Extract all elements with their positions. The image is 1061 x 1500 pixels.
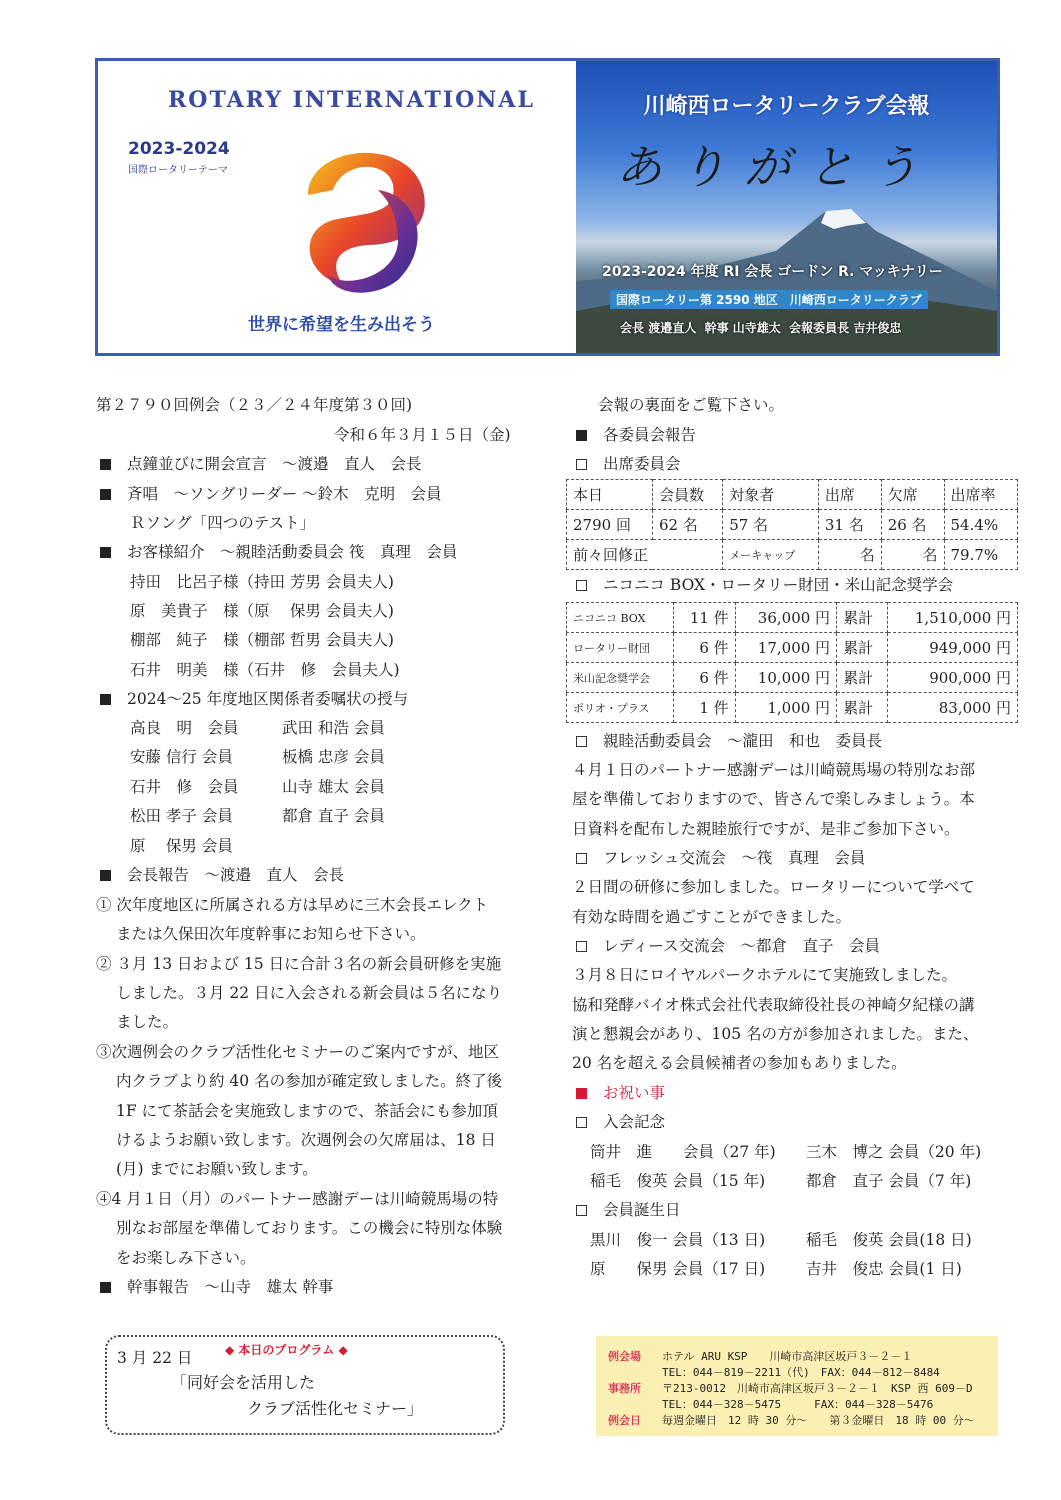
member-name: 原 保男 会員（17 日) [590,1260,766,1278]
report-line: ④4 月１日（月）のパートナー感謝デーは川崎競馬場の特 [96,1190,499,1208]
bullet-square-icon [576,430,587,441]
report-line: ３月８日にロイヤルパークホテルにて実施致しました。 [572,966,958,984]
report-line: または久保田次年度幹事にお知らせ下さい。 [116,925,426,943]
bullet-square-icon [100,489,111,500]
report-line: 内クラブより約 40 名の参加が確定致しました。終了後 [116,1072,503,1090]
report-line: (月) までにお願い致します。 [116,1160,318,1178]
club-title-panel [576,61,997,353]
meeting-day: 毎週金曜日 12 時 30 分～ 第３金曜日 18 時 00 分～ [662,1414,975,1427]
theme-label: 国際ロータリーテーマ [128,165,228,176]
guest-name: 石井 明美 様（石井 修 会員夫人) [130,661,400,679]
checkbox-square-icon [576,941,587,952]
member-name: 安藤 信行 会員 [130,748,233,766]
report-line: ③次週例会のクラブ活性化セミナーのご案内ですが、地区 [96,1043,500,1061]
report-line: ４月１日のパートナー感謝デーは川崎競馬場の特別なお部 [572,761,976,779]
report-line: 有効な時間を過ごすことができました。 [572,908,852,926]
member-name: 板橋 忠彦 会員 [282,748,385,766]
guest-name: 原 美貴子 様（原 保男 会員夫人) [130,602,394,620]
checkbox-square-icon [576,853,587,864]
attendance-table [566,479,1018,570]
meeting-date: 令和６年３月１５日（金) [334,426,511,444]
checkbox-square-icon [576,1205,587,1216]
checkbox-square-icon [576,736,587,747]
bullet-square-icon [100,547,111,558]
report-line: 演と懇親会があり、105 名の方が参加されました。また、 [572,1025,979,1043]
program-box [105,1335,505,1435]
program-title-line2: クラブ活性化セミナー」 [247,1399,424,1418]
club-info-box [596,1336,998,1436]
report-line: 1F にて茶話会を実施致しますので、茶話会にも参加頂 [116,1102,498,1120]
report-line: 屋を準備しておりますので、皆さんで楽しみましょう。本 [572,790,975,808]
meeting-number: 第２７９０回例会（２３／２４年度第３０回) [96,396,413,414]
section-heading: お祝い事 [576,1086,665,1102]
section-heading: 入会記念 [576,1115,665,1131]
rotary-theme-panel [98,61,576,353]
member-name: 高良 明 会員 [130,719,239,737]
continued-note: 会報の裏面をご覧下さい。 [598,396,785,414]
venue-address: ホテル ARU KSP 川崎市高津区坂戸３－２－１ [662,1350,913,1363]
bulletin-header [95,58,1000,356]
diamond-icon: ◆ [225,1343,239,1357]
checkbox-square-icon [576,580,587,591]
section-heading: レディース交流会 ～都倉 直子 会員 [576,939,880,955]
agenda-item: 会長報告 ～渡邉 直人 会長 [100,868,344,884]
theme-slogan: 世界に希望を生み出そう [248,315,435,335]
member-name: 松田 孝子 会員 [130,807,233,825]
district-line: 国際ロータリー第 2590 地区 川崎西ロータリークラブ [610,290,928,309]
officers-line: 会長 渡邉直人 幹事 山寺雄太 会報委員長 吉井俊忠 [620,321,902,335]
section-heading: 各委員会報告 [576,428,696,444]
meeting-day-label: 例会日 [608,1414,641,1427]
office-phone: TEL：044－328－5475 FAX：044－328－5476 [662,1398,934,1411]
bullet-square-icon [100,694,111,705]
table-row: 米山記念奨学会 6 件 10,000 円 累計 900,000 円 [567,663,1018,693]
agenda-item: 斉唱 ～ソングリーダー ～鈴木 克明 会員 [100,487,442,503]
ri-title: ROTARY INTERNATIONAL [168,87,535,113]
bullet-square-icon [100,459,111,470]
member-name: 都倉 直子 会員 [282,807,385,825]
member-name: 都倉 直子 会員（7 年) [806,1172,972,1190]
member-name: 武田 和浩 会員 [282,719,385,737]
program-label: ◆ 本日のプログラム ◆ [225,1343,348,1357]
diamond-icon: ◆ [334,1343,348,1357]
table-row: ポリオ・プラス 1 件 1,000 円 累計 83,000 円 [567,693,1018,723]
agenda-text: Ｒソング「四つのテスト」 [130,514,316,532]
member-name: 三木 博之 会員（20 年) [806,1143,982,1161]
report-line: 日資料を配布した親睦旅行ですが、是非ご参加下さい。 [572,820,960,838]
section-heading: 親睦活動委員会 ～瀧田 和也 委員長 [576,734,882,750]
agenda-item: 幹事報告 ～山寺 雄太 幹事 [100,1280,333,1296]
section-heading: フレッシュ交流会 ～筏 真理 会員 [576,851,865,867]
report-line: 協和発酵バイオ株式会社代表取締役社長の神崎夕紀様の講 [572,996,975,1014]
office-label: 事務所 [608,1382,641,1395]
program-title-line1: 「同好会を活用した [171,1373,316,1392]
program-date: 3 月 22 日 [117,1349,193,1367]
office-address: 〒213-0012 川崎市高津区坂戸３－２－１ KSP 西 609－D [662,1382,973,1395]
section-heading: 会員誕生日 [576,1203,681,1219]
bullet-square-icon [100,1282,111,1293]
agenda-item: 点鐘並びに開会宣言 ～渡邉 直人 会長 [100,457,422,473]
member-name: 筒井 進 会員（27 年) [590,1143,776,1161]
guest-name: 持田 比呂子様（持田 芳男 会員夫人) [130,573,394,591]
bulletin-name: ありがとう [616,140,936,194]
agenda-item: 2024～25 年度地区関係者委嘱状の授与 [100,692,408,708]
theme-year: 2023-2024 [128,139,230,159]
report-line: ました。 [116,1013,179,1031]
checkbox-square-icon [576,1117,587,1128]
report-line: 20 名を超える会員候補者の参加もありました。 [572,1054,907,1072]
table-row: 本日 会員数 対象者 出席 欠席 出席率 [567,480,1018,510]
venue-phone: TEL：044－819－2211（代) FAX：044－812－8484 [662,1366,940,1379]
report-line: 別なお部屋を準備しております。この機会に特別な体験 [116,1219,503,1237]
ri-president-line: 2023-2024 年度 RI 会長 ゴードン R. マッキナリー [602,264,943,280]
agenda-item: お客様紹介 ～親睦活動委員会 筏 真理 会員 [100,545,457,561]
table-row: 前々回修正 メーキャップ 名 名 79.7% [567,540,1018,570]
member-name: 原 保男 会員 [130,837,233,855]
bullet-square-icon [576,1088,587,1099]
club-title: 川崎西ロータリークラブ会報 [643,94,930,119]
report-line: ② ３月 13 日および 15 日に合計３名の新会員研修を実施 [96,955,502,973]
checkbox-square-icon [576,459,587,470]
table-row: 2790 回 62 名 57 名 31 名 26 名 54.4% [567,510,1018,540]
table-row: ニコニコ BOX 11 件 36,000 円 累計 1,510,000 円 [567,603,1018,633]
section-heading: 出席委員会 [576,457,681,473]
report-line: ２日間の研修に参加しました。ロータリーについて学べて [572,878,975,896]
member-name: 山寺 雄太 会員 [282,778,385,796]
member-name: 黒川 俊一 会員（13 日) [590,1231,766,1249]
fund-table [566,602,1018,723]
report-line: をお楽しみ下さい。 [116,1249,256,1267]
report-line: ① 次年度地区に所属される方は早めに三木会長エレクト [96,896,489,914]
rotary-theme-logo [288,135,438,295]
report-line: けるようお願い致します。次週例会の欠席届は、18 日 [116,1131,496,1149]
guest-name: 棚部 純子 様（棚部 哲男 会員夫人) [130,631,394,649]
member-name: 吉井 俊忠 会員(1 日) [806,1260,962,1278]
section-heading: ニコニコ BOX・ロータリー財団・米山記念奨学会 [576,578,953,594]
member-name: 石井 修 会員 [130,778,239,796]
bullet-square-icon [100,870,111,881]
member-name: 稲毛 俊英 会員（15 年) [590,1172,766,1190]
venue-label: 例会場 [608,1350,641,1363]
member-name: 稲毛 俊英 会員(18 日) [806,1231,972,1249]
report-line: しました。３月 22 日に入会される新会員は５名になり [116,984,503,1002]
table-row: ロータリー財団 6 件 17,000 円 累計 949,000 円 [567,633,1018,663]
